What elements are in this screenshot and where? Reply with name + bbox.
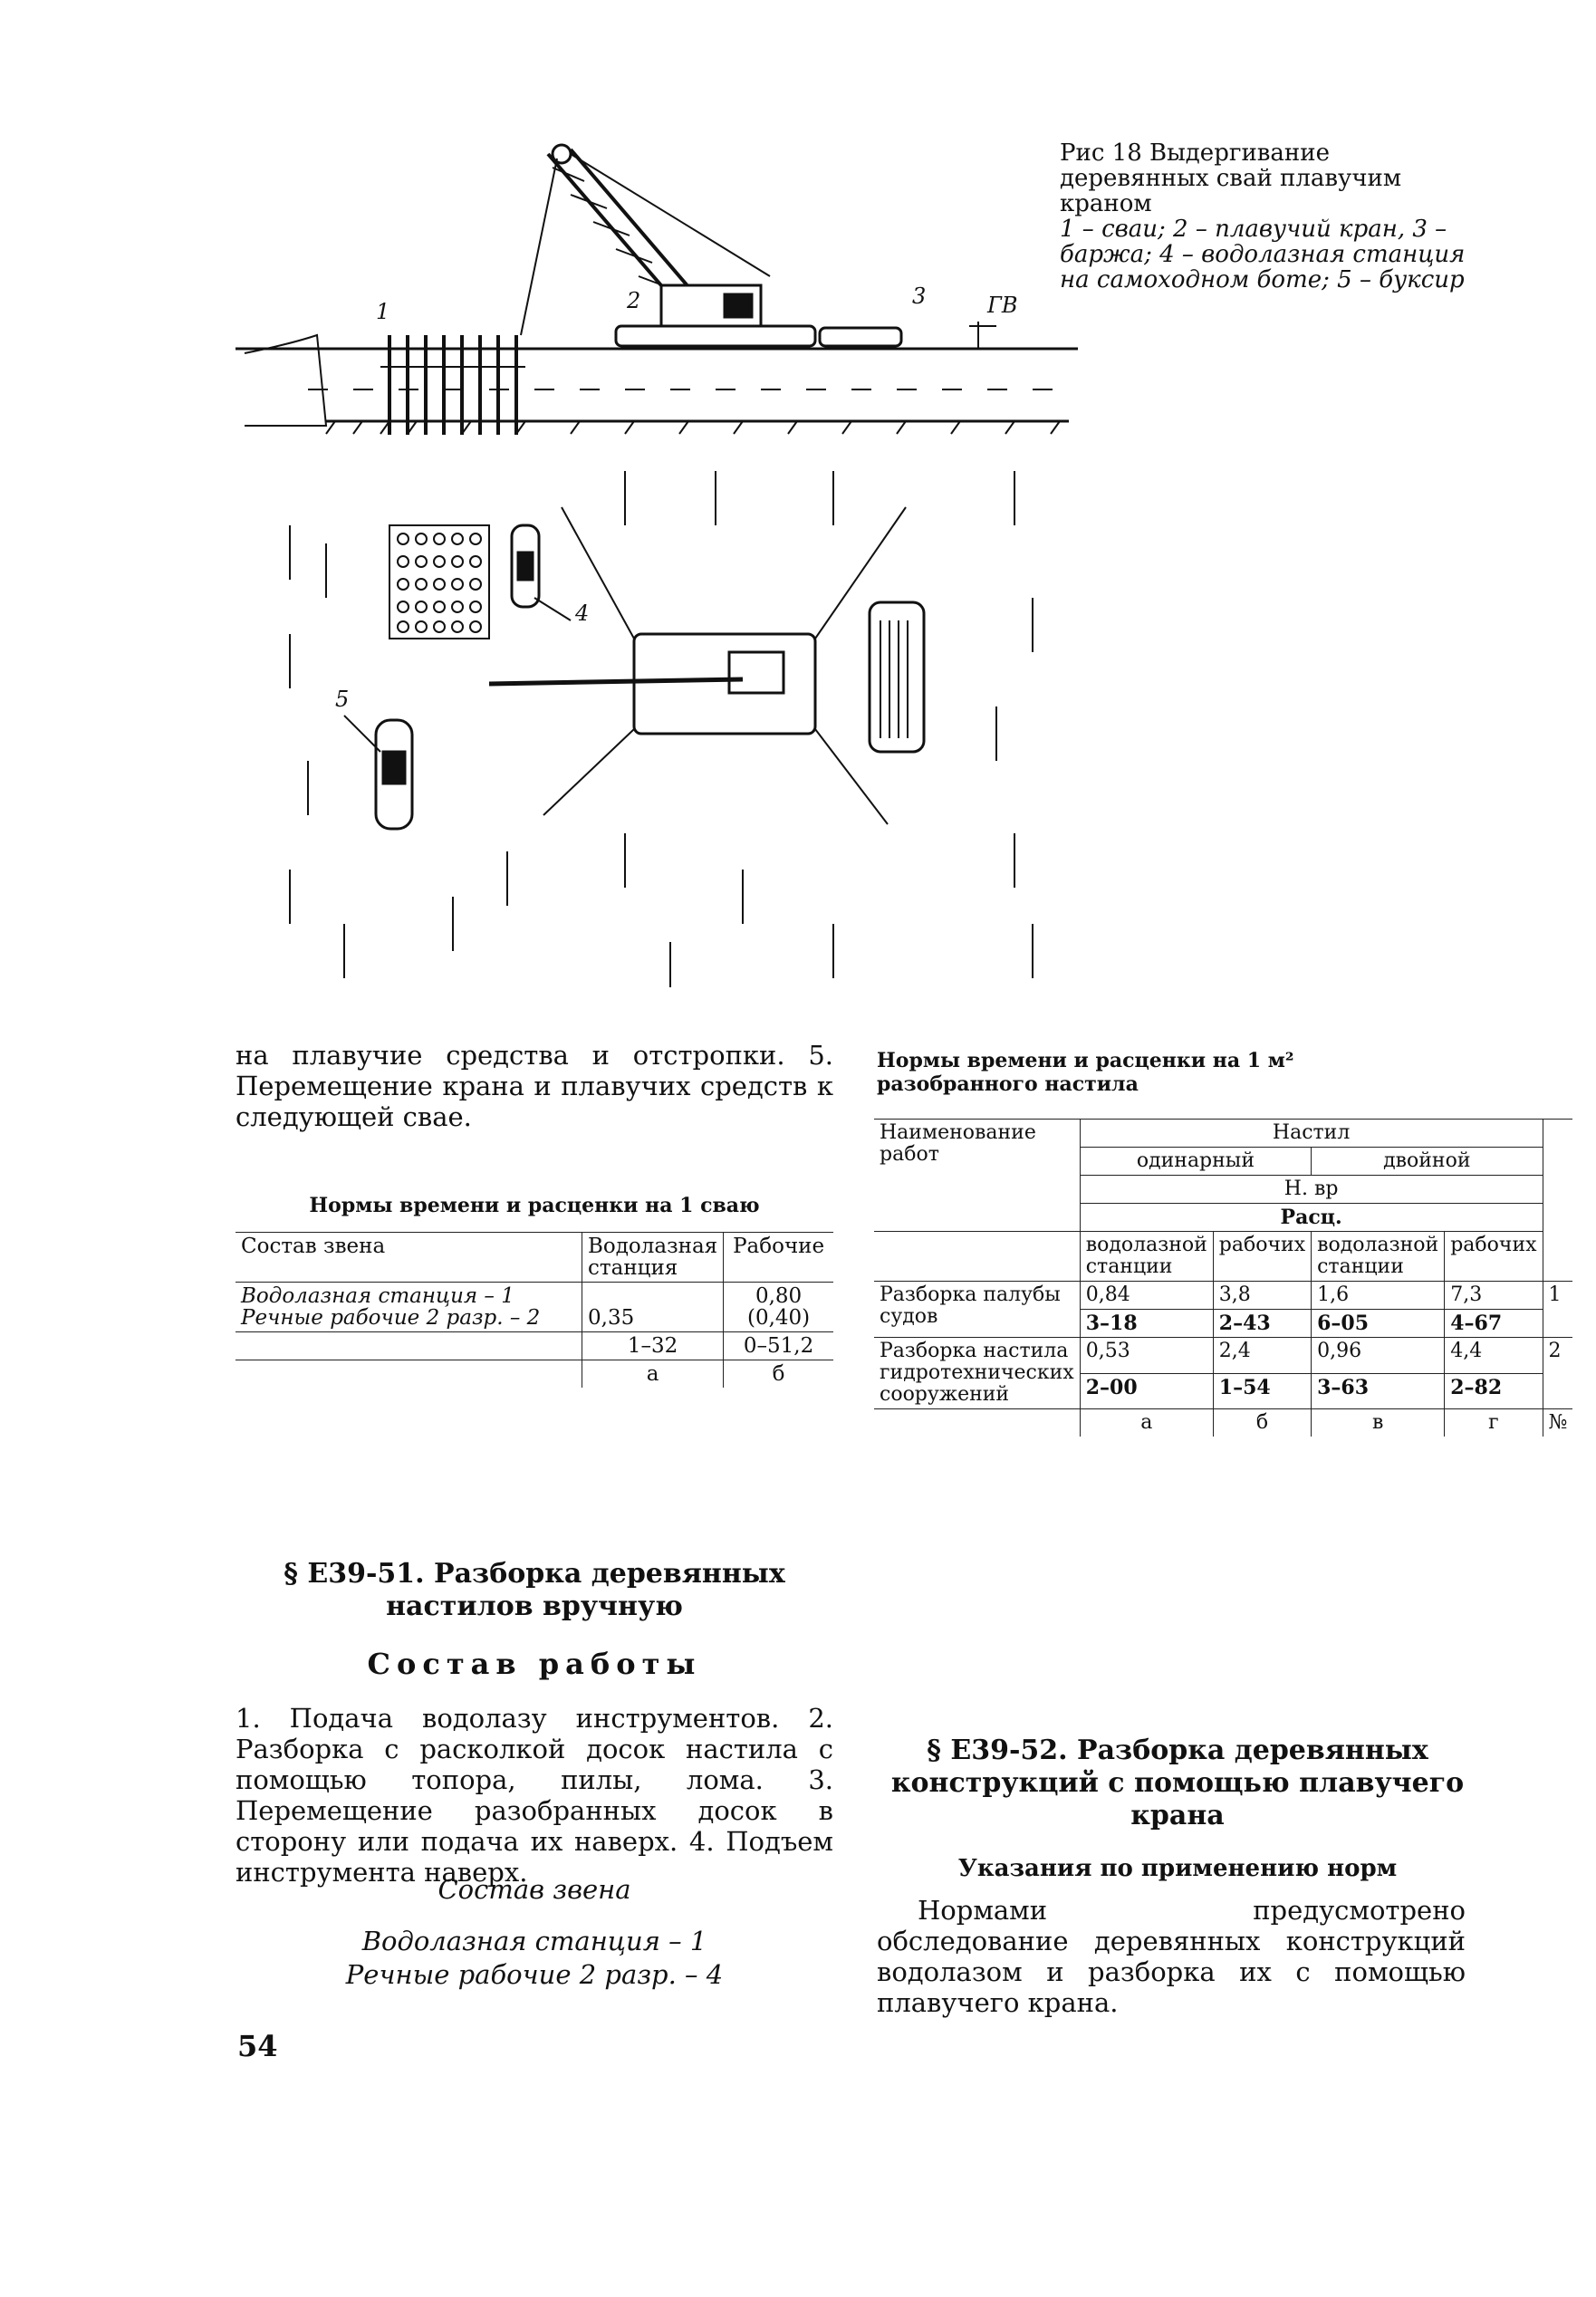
table-cell [874, 1232, 1080, 1282]
table-row [874, 1120, 1572, 1148]
table-cell: 0,96 [1312, 1338, 1445, 1374]
table-cell: 0,53 [1080, 1338, 1213, 1374]
table-header: рабочих [1445, 1232, 1543, 1282]
table-header: Н. вр [1080, 1176, 1543, 1204]
label-4: 4 [575, 601, 590, 626]
label-5: 5 [335, 687, 350, 712]
crew-line-1: Водолазная станция – 1 [361, 1926, 707, 1956]
section-52-title: § Е39-52. Разборка деревянных конструкций с помощью плавучего крана [890, 1735, 1465, 1831]
table-cell: 0,35 [582, 1283, 724, 1332]
table-row [236, 1283, 833, 1332]
work-composition-title: Состав работы [367, 1647, 702, 1681]
label-water-level: ГВ [987, 293, 1018, 318]
table-cell: 4,4 [1445, 1338, 1543, 1374]
value: (0,40) [747, 1306, 811, 1330]
table-cell: 1–32 [582, 1332, 724, 1360]
table-cell: 1 [1543, 1282, 1572, 1338]
table-header: Настил [1080, 1120, 1543, 1148]
table-cell: б [724, 1360, 833, 1389]
table2-title: Нормы времени и расценки на 1 м² разобранного настила [877, 1049, 1294, 1096]
table-header: Расц. [1080, 1204, 1543, 1232]
page-number: 54 [237, 2029, 278, 2063]
table-row [236, 1332, 833, 1360]
table-header: одинарный [1080, 1148, 1311, 1176]
crew-line: Речные рабочие 2 разр. – 2 [241, 1306, 541, 1330]
section-51-title: § Е39-51. Разборка деревянных настилов вручную [284, 1558, 785, 1622]
table-deck-norms [874, 1119, 1572, 1437]
work-composition-text: 1. Подача водолазу инструментов. 2. Разборка с расколкой досок настила с помощью топора, пилы, лома. 3. Перемещение разобранных досок в сторону или подача их наверх. 4. Подъем инструмента наверх. [236, 1703, 833, 1888]
table-header: рабочих [1213, 1232, 1311, 1282]
table-cell: 6–05 [1312, 1310, 1445, 1338]
table-row [874, 1409, 1572, 1437]
label-2: 2 [627, 288, 641, 313]
table-cell [236, 1283, 582, 1332]
table-header: Состав звена [236, 1233, 582, 1283]
table-header: Водолазная станция [582, 1233, 724, 1283]
table-row [874, 1282, 1572, 1310]
table1-title: Нормы времени и расценки на 1 сваю [309, 1194, 760, 1217]
intro-paragraph: на плавучие средства и отстропки. 5. Перемещение крана и плавучих средств к следующей свае. [236, 1040, 833, 1132]
table-cell: 2 [1543, 1338, 1572, 1409]
figure-caption [1060, 140, 1467, 293]
table-cell: б [1213, 1409, 1311, 1437]
table-header: двойной [1312, 1148, 1543, 1176]
table-cell: 2–00 [1080, 1373, 1213, 1409]
table-cell [1543, 1120, 1572, 1282]
guide-title: Указания по применению норм [957, 1855, 1398, 1882]
table-row [236, 1360, 833, 1389]
table-cell: 2–82 [1445, 1373, 1543, 1409]
table-pile-norms [236, 1232, 833, 1388]
table-cell: 2–43 [1213, 1310, 1311, 1338]
table-row [874, 1338, 1572, 1374]
table-cell: 7,3 [1445, 1282, 1543, 1310]
table-cell: Разборка палубы судов [874, 1282, 1080, 1338]
table-cell [236, 1360, 582, 1389]
table-cell [236, 1332, 582, 1360]
table-cell [724, 1283, 833, 1332]
caption-title: Рис 18 Выдергивание деревянных свай плавучим краном [1060, 139, 1402, 217]
crew-title: Состав звена [437, 1874, 631, 1905]
table-cell: 0,84 [1080, 1282, 1213, 1310]
table-cell: 1–54 [1213, 1373, 1311, 1409]
table-cell: № [1543, 1409, 1572, 1437]
table-cell: 2,4 [1213, 1338, 1311, 1374]
label-1: 1 [376, 299, 390, 324]
table-cell: Разборка настила гидротехнических сооружений [874, 1338, 1080, 1409]
table-row [874, 1232, 1572, 1282]
table-header: Рабочие [724, 1233, 833, 1283]
table-header: водолазной станции [1312, 1232, 1445, 1282]
table-cell: 4–67 [1445, 1310, 1543, 1338]
table-cell: в [1312, 1409, 1445, 1437]
table-cell: 3–63 [1312, 1373, 1445, 1409]
table-header: Наименование работ [874, 1120, 1080, 1232]
label-3: 3 [912, 284, 927, 309]
crew-line-2: Речные рабочие 2 разр. – 4 [345, 1959, 724, 1990]
table-header: водолазной станции [1080, 1232, 1213, 1282]
table-cell: а [582, 1360, 724, 1389]
guide-text: Нормами предусмотрено обследование деревянных конструкций водолазом и разборка их с помощью плавучего крана. [877, 1895, 1466, 2018]
table-cell [874, 1409, 1080, 1437]
table-cell: 0–51,2 [724, 1332, 833, 1360]
table-cell: а [1080, 1409, 1213, 1437]
crane-figure [236, 127, 1078, 996]
table-cell: 3–18 [1080, 1310, 1213, 1338]
crew-line: Водолазная станция – 1 [241, 1284, 514, 1308]
table-cell: 1,6 [1312, 1282, 1445, 1310]
table-cell: г [1445, 1409, 1543, 1437]
table-cell: 3,8 [1213, 1282, 1311, 1310]
table-row [236, 1233, 833, 1283]
caption-legend: 1 – сваи; 2 – плавучий кран, 3 – баржа; 4 – водолазная станция на самоходном боте; 5 – буксир [1060, 216, 1466, 293]
value: 0,80 [755, 1284, 803, 1308]
